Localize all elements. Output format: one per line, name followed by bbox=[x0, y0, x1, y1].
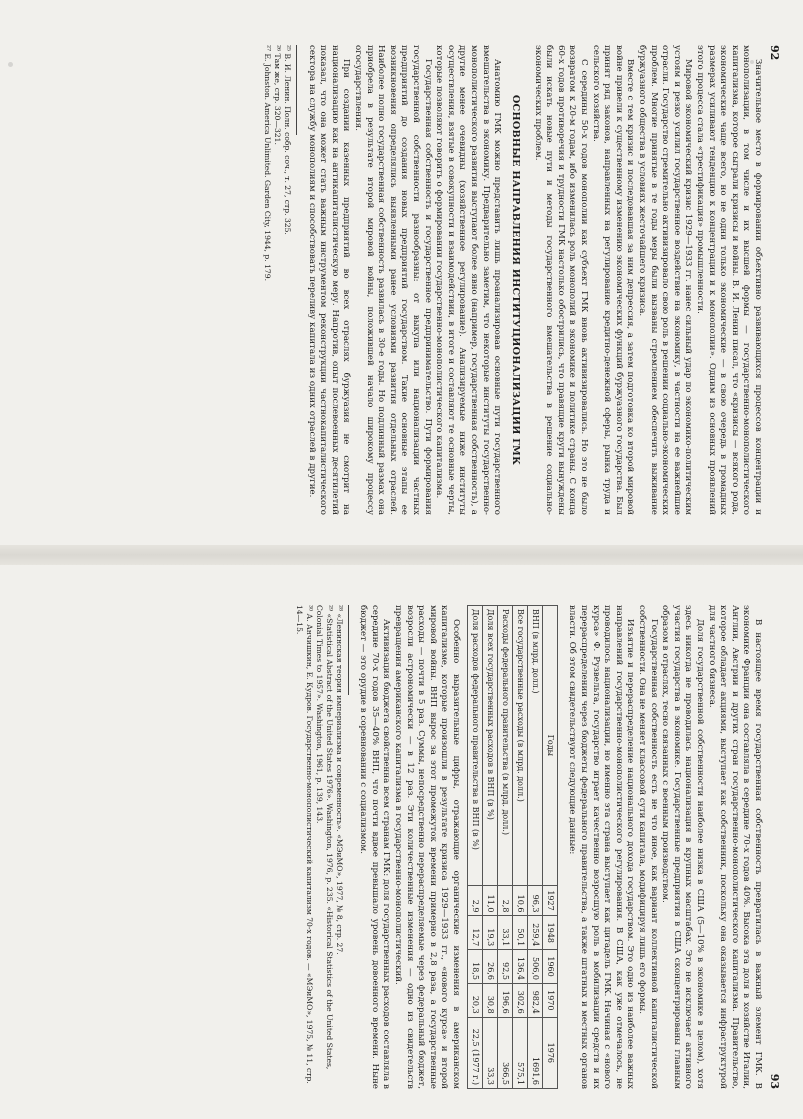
section-heading: ОСНОВНЫЕ НАПРАВЛЕНИЯ ИНСТИТУЦИОНАЛИЗАЦИИ ГМК bbox=[510, 94, 522, 466]
table-cell: 259,4 bbox=[527, 916, 542, 950]
page-92 bbox=[0, 0, 803, 545]
row-label: Доля всех государственных расходов в ВНП (в %) bbox=[482, 606, 497, 886]
paragraph: В настоящее время государственная собственность превратилась в важный элемент ГМК. В экономике Франции она составляла в середине 70-х годов 40%. Высока эта доля в хозяйстве Италии, Англии, Австрии и других стран государственно-монополистического капитализма. Правительство, которое обладает акциями, выступает как собственник, поскольку она оказывается инфраструктурой для частного бизнеса. bbox=[706, 605, 763, 1089]
table-cell: 982,4 bbox=[527, 983, 542, 1017]
table-cell: 196,6 bbox=[497, 983, 512, 1017]
row-label: Расходы федерального правительства (в млрд. долл.) bbox=[497, 606, 512, 886]
table-cell: 20,3 bbox=[467, 983, 482, 1017]
footnote: ³⁰ А. Анчишкин, Е. Кудров. Государственно-монополистический капитализм 70-х годов. — «МЭиМО», 1975, № 11, стр. 14—15. bbox=[294, 605, 314, 1084]
table-cell: 50,1 bbox=[512, 916, 527, 950]
table-row bbox=[482, 606, 497, 1089]
statistics-table bbox=[467, 605, 558, 1089]
table-cell: 575,1 bbox=[512, 1017, 527, 1088]
table-row bbox=[467, 606, 482, 1089]
table-header-row bbox=[542, 606, 557, 1089]
paragraph: Мировой экономический кризис 1929—1933 гг. нанес сильный удар по экономико-политическим устоям и резко усилил государственное воздействие на экономику, в частности на ее важнейшие отрасли. Государство стремительно активизировало свою роль в решении социально-экономических проблем. Многие принятые в те годы меры были вызваны стремлением обеспечить выживание буржуазного общества в условиях жесточайшего кризиса. bbox=[637, 45, 694, 515]
table-cell: 11,0 bbox=[482, 885, 497, 916]
column-header: 1976 bbox=[542, 1017, 557, 1088]
table-cell: 96,3 bbox=[527, 885, 542, 916]
table-cell: 2,8 bbox=[497, 885, 512, 916]
table-cell: 12,7 bbox=[467, 916, 482, 950]
paragraph: Анатомию ГМК можно представить лишь проанализировав основные пути государственного вмешательства в экономику. Предварительно заметим, что некоторые институты государственно-монополистического развития выступают более явно (например, государственная собственность), а другие менее очевидны (хозяйственное регулирование). Анализируемые ниже институты осуществления, взятые в совокупности и взаимодействии, в итоге и составляют те основные черты, которые позволяют говорить о формировании государственно-монополистического капитализма. bbox=[434, 45, 503, 515]
table-cell: 10,6 bbox=[512, 885, 527, 916]
table-cell: 18,5 bbox=[467, 950, 482, 984]
paragraph: Государственная собственность есть не что иное, как вариант коллективной капиталистической собственности. Она не меняет классовой сути капитала, модифицируя лишь его формы. bbox=[637, 605, 659, 1089]
footnote: ²⁷ E. Johnston. America Unlimited. Garden City, 1944, p. 179. bbox=[263, 45, 273, 281]
table-cell: 366,5 bbox=[497, 1017, 512, 1088]
page-93 bbox=[0, 565, 803, 1119]
column-header: 1948 bbox=[542, 916, 557, 950]
table-row bbox=[527, 606, 542, 1089]
paragraph: Значительное место в формировании объективно развивающихся процессов концентрации и монополизации, в том числе и их высшей формы — государственно-монополистического капитализма, которое сыграли кризисы и войны. В. И. Ленин писал, что «кризисы — всякого рода, экономические чаще всего, но не одни только экономические — в свою очередь в громадных размерах усиливают тенденцию к концентрации и к монополии». Одним из основных проявлений этого процесса стала «трестификация» промышленности. bbox=[695, 45, 763, 515]
table-cell: 302,6 bbox=[512, 983, 527, 1017]
row-label: Доля расходов федерального правительства в ВНП (в %) bbox=[467, 606, 482, 886]
table-cell: 2,9 bbox=[467, 885, 482, 916]
row-label: Все государственные расходы (в млрд. долл.) bbox=[512, 606, 527, 886]
footnote: ²⁸ «Ленинская теория империализма и современность». «МЭиМО», 1977, № 8, стр. 27. bbox=[334, 605, 344, 955]
footnote-divider bbox=[348, 605, 349, 695]
table-row bbox=[497, 606, 512, 1089]
paragraph: Особенно выразительные цифры, отражающие органические изменения в американском капитализме, которые произошли в результате кризиса 1929—1933 гг., «нового курса» и второй мировой войны. ВНП вырос за этот промежуток времени примерно в 2,8 раза, а государственные расходы — почти в 5 раз. Суммы, непосредственно перераспределяемые через федеральный бюджет, возросли астрономически — в 12 раз. Эти количественные изменения — одно из свидетельств превращения американского капитализма в государственно-монополистический. bbox=[392, 605, 461, 1089]
table-cell: 22,5 (1977 г.) bbox=[467, 1017, 482, 1088]
table-cell: 506,0 bbox=[527, 950, 542, 984]
footnote: ²⁹ «Statistical Abstract of the United States 1976». Washington, 1976, p. 235. «Historical Statistics of the United States, Colonial Times to 1957». Washington, 1961, p. 139, 143. bbox=[314, 605, 334, 1070]
row-label: ВНП (в млрд. долл.) bbox=[527, 606, 542, 886]
table-cell: 33,1 bbox=[497, 916, 512, 950]
paragraph: Доля государственной собственности наиболее низка в США (5—10% в экономике в целом), хотя здесь никогда не проводилась национализация в крупных масштабах. Это не исключает активного участия государства в экономике. Государственные предприятия в США сконцентрированы главным образом в отраслях, тесно связанных с военным производством. bbox=[660, 605, 706, 1089]
table-cell: 33,3 bbox=[482, 1017, 497, 1088]
paragraph: Изъятие и перераспределение национального дохода государством. Это одно из наиболее важных направлений государственно-монополистического регулирования. В США, как уже отмечалось, не проводилось национализации, но именно эта страна выступает как цитадель ГМК. Начиная с «нового курса» Ф. Рузвельта, государство играет качественно возросшую роль в мобилизации средств и их перераспределении через бюджеты федерального правительства, а также штатных и местных органов власти. Об этом свидетельствуют следующие данные: bbox=[567, 605, 636, 1089]
book-gutter bbox=[0, 545, 803, 565]
paragraph: С середины 50-х годов монополии как субъект ГМК вновь активизировались. Но это не было возвратом к 20-м годам, ибо изменилась роль монополий в экономике и политике страны. С конца 60-х годов противоречия и трудности ГМК настолько обострились, что правящие круги вынуждены были искать новые пути и методы государственного вмешательства в решение социально-экономических проблем. bbox=[532, 45, 590, 515]
table-cell: 1691,6 bbox=[527, 1017, 542, 1088]
column-header: Годы bbox=[542, 606, 557, 886]
table-cell: 30,8 bbox=[482, 983, 497, 1017]
scan-smudge bbox=[750, 60, 754, 64]
scan-smudge bbox=[8, 62, 13, 67]
column-header: 1927 bbox=[542, 885, 557, 916]
table-cell: 92,5 bbox=[497, 950, 512, 984]
footnote: ²⁶ Там же, стр. 320—321. bbox=[273, 45, 283, 145]
table-row bbox=[512, 606, 527, 1089]
column-header: 1960 bbox=[542, 950, 557, 984]
table-cell: 136,4 bbox=[512, 950, 527, 984]
paragraph: Вместе с тем кризис и последовавшая за ним депрессия, а затем подготовка ко второй мировой войне привели к существенному изменению экономических функций буржуазного государства. Был принят ряд законов, направленных на регулирование кредитно-денежной сферы, рынка труда и сельского хозяйства. bbox=[590, 45, 636, 515]
footnote-divider bbox=[296, 45, 297, 135]
table-cell: 19,3 bbox=[482, 916, 497, 950]
footnote: ²⁵ В. И. Ленин. Полн. собр. соч., т. 27, стр. 325. bbox=[283, 45, 293, 235]
page-number: 92 bbox=[768, 45, 781, 61]
column-header: 1970 bbox=[542, 983, 557, 1017]
paragraph: Государственная собственность и государственное предпринимательство. Пути формирования государственной собственности разнообразны: от выкупа или национализации частных предприятий до создания новых предприятий государством. Такие основные этапы ее возникновения определялись выявленными ранее условиями развития отдельных отраслей. Наиболее полно государственная собственность развилась в 30-е годы. Но подлинный размах она приобрела в результате второй мировой войны, положившей начало широкому процессу огосударствления. bbox=[353, 45, 433, 515]
page-number: 93 bbox=[768, 1073, 781, 1089]
paragraph: Активизация бюджета свойственна всем странам ГМК: доля государственных расходов составляла в середине 70-х годов 35—40% ВНП, что почти вдвое превышало уровень довоенного времени. Ныне бюджет — это орудие в соревновании с социализмом. bbox=[358, 605, 392, 1089]
table-cell: 26,6 bbox=[482, 950, 497, 984]
paragraph: При создании казенных предприятий во всех отраслях буржуазия не смотрит на национализацию как на антикапиталистическую меру. Напротив, опыт послевоенных десятилетий показал, что она может стать важным инструментом реконструкции частнокапиталистического сектора на службу монополиям и способствовать переливу капитала из одних отраслей в другие. bbox=[306, 45, 352, 515]
